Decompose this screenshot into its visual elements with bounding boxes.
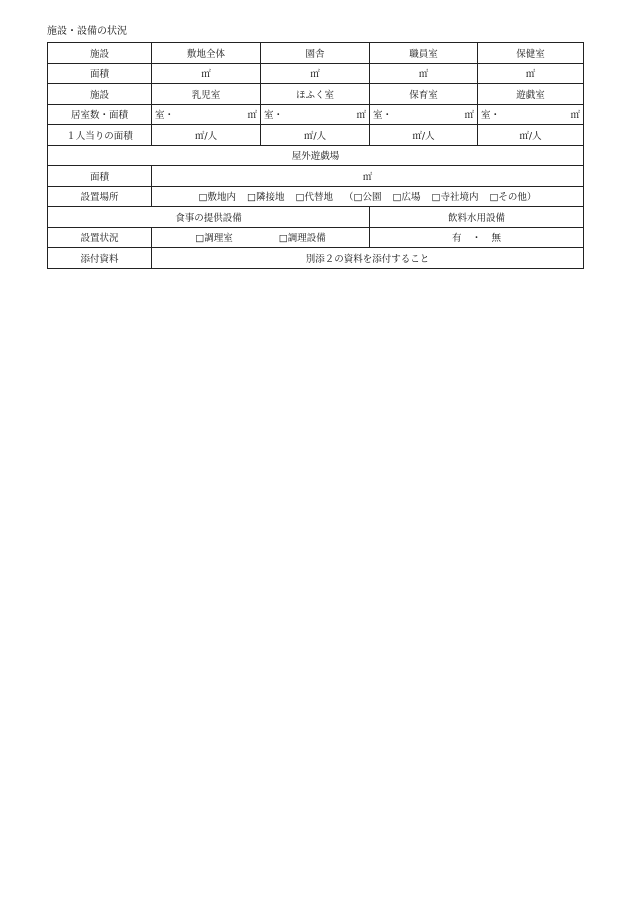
col-playroom: 遊戯室: [478, 84, 584, 105]
water-facility-options: [370, 227, 584, 248]
col-staff-room: 職員室: [370, 43, 478, 64]
area-staff-room-field[interactable]: [370, 63, 478, 84]
checkbox-plaza[interactable]: □広場: [392, 192, 421, 204]
area-per-person-row: [48, 125, 584, 146]
attachment-note: 別添２の資料を添付すること: [152, 248, 584, 269]
section-title: 施設・設備の状況: [47, 26, 127, 37]
checkbox-park[interactable]: （□公園: [344, 192, 382, 204]
checkbox-alternative[interactable]: □代替地: [295, 192, 333, 204]
row-label-area: 面積: [48, 63, 152, 84]
area-row: [48, 63, 584, 84]
unit-sqm: ㎡: [201, 69, 211, 81]
separator-dot: ・: [471, 233, 482, 245]
unit-sqm: ㎡: [356, 110, 366, 122]
col-nursery-room: 保育室: [370, 84, 478, 105]
outdoor-area-field[interactable]: [152, 166, 584, 187]
water-no-option[interactable]: 無: [491, 233, 502, 245]
unit-sqm: ㎡: [464, 110, 474, 122]
rooms-area-infant-field[interactable]: [152, 104, 261, 125]
area-site-whole-field[interactable]: [152, 63, 261, 84]
col-infant-room: 乳児室: [152, 84, 261, 105]
water-facility-header: 飲料水用設備: [370, 207, 584, 228]
rooms-area-playroom-field[interactable]: [478, 104, 584, 125]
outdoor-header-row: [48, 145, 584, 166]
unit-sqm: ㎡: [418, 69, 429, 81]
location-options: [152, 186, 584, 207]
rooms-area-nursery-field[interactable]: [370, 104, 478, 125]
unit-sqm-per-person: ㎡/人: [303, 130, 327, 142]
rooms-area-row: [48, 104, 584, 125]
row-label-rooms-area: 居室数・面積: [48, 104, 152, 125]
outdoor-location-row: [48, 186, 584, 207]
attachment-row: [48, 248, 584, 269]
row-label-location: 設置場所: [48, 186, 152, 207]
col-school-building: 園舎: [261, 43, 370, 64]
row-label-facility: 施設: [48, 43, 152, 64]
checkbox-cooking-equipment[interactable]: □調理設備: [278, 233, 326, 245]
per-person-playroom-field[interactable]: [478, 125, 584, 146]
facility-header-row-1: [48, 43, 584, 64]
row-label-facility-2: 施設: [48, 84, 152, 105]
col-site-whole: 敷地全体: [152, 43, 261, 64]
checkbox-kitchen[interactable]: □調理室: [195, 233, 233, 245]
area-school-building-field[interactable]: [261, 63, 370, 84]
installation-status-row: [48, 227, 584, 248]
checkbox-other[interactable]: □その他）: [489, 192, 537, 204]
facility-equipment-table: [47, 42, 584, 269]
meal-facility-header: 食事の提供設備: [48, 207, 370, 228]
rooms-area-crawling-field[interactable]: [261, 104, 370, 125]
unit-sqm-per-person: ㎡/人: [412, 130, 435, 142]
unit-sqm: ㎡: [525, 69, 536, 81]
unit-sqm-per-person: ㎡/人: [194, 130, 218, 142]
unit-rooms: 室・: [373, 110, 393, 122]
meal-facility-options: [152, 227, 370, 248]
unit-rooms: 室・: [481, 110, 501, 122]
row-label-installation-status: 設置状況: [48, 227, 152, 248]
unit-sqm: ㎡: [310, 69, 320, 81]
per-person-crawling-field[interactable]: [261, 125, 370, 146]
checkbox-temple-shrine[interactable]: □寺社境内: [431, 192, 479, 204]
unit-sqm: ㎡: [362, 171, 373, 183]
facility-header-row-2: [48, 84, 584, 105]
row-label-area-per-person: １人当りの面積: [48, 125, 152, 146]
per-person-nursery-field[interactable]: [370, 125, 478, 146]
facilities-header-row: [48, 207, 584, 228]
per-person-infant-field[interactable]: [152, 125, 261, 146]
row-label-outdoor-area: 面積: [48, 166, 152, 187]
unit-rooms: 室・: [264, 110, 284, 122]
unit-sqm: ㎡: [570, 110, 580, 122]
outdoor-playground-header: 屋外遊戯場: [48, 145, 584, 166]
row-label-attachment: 添付資料: [48, 248, 152, 269]
outdoor-area-row: [48, 166, 584, 187]
checkbox-on-site[interactable]: □敷地内: [198, 192, 237, 204]
area-health-room-field[interactable]: [478, 63, 584, 84]
unit-sqm-per-person: ㎡/人: [519, 130, 542, 142]
water-yes-option[interactable]: 有: [451, 233, 462, 245]
unit-sqm: ㎡: [247, 110, 257, 122]
col-health-room: 保健室: [478, 43, 584, 64]
col-crawling-room: ほふく室: [261, 84, 370, 105]
unit-rooms: 室・: [155, 110, 175, 122]
checkbox-adjacent[interactable]: □隣接地: [247, 192, 285, 204]
